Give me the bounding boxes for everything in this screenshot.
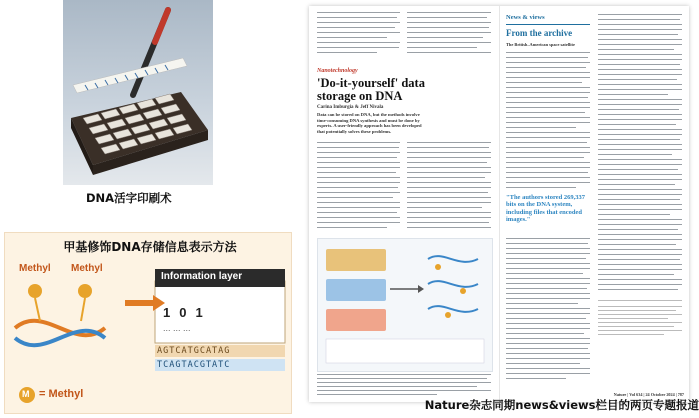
- bit-2: 1: [195, 305, 212, 320]
- methylation-diagram: [4, 232, 292, 414]
- references-block: [598, 300, 682, 359]
- legend-symbol: M: [22, 389, 30, 399]
- figure-illustration: [318, 239, 492, 371]
- news-views-tag: News & views: [506, 14, 545, 21]
- methyl-label-2: Methyl: [71, 263, 103, 274]
- legend-label: = Methyl: [39, 388, 84, 400]
- nature-spread: [309, 6, 689, 402]
- article-figure: [317, 238, 493, 372]
- spread-left-page: [309, 6, 499, 402]
- sequence-bottom: TCAGTACGTATC: [157, 360, 231, 370]
- methyl-label-1: Methyl: [19, 263, 51, 274]
- article-authors: Carina Imburgia & Jeff Nivala: [317, 105, 384, 110]
- news-rule: [506, 24, 590, 25]
- article-section: Nanotechnology: [317, 68, 358, 74]
- dna-movable-type-photo: [63, 0, 213, 185]
- information-layer-label: Information layer: [161, 271, 243, 282]
- methylation-illustration: [5, 233, 291, 413]
- bit-dots: ... ... ...: [163, 323, 191, 333]
- bit-1: 0: [179, 305, 196, 320]
- sequence-top: AGTCATGCATAG: [157, 346, 231, 356]
- article-headline: 'Do-it-yourself' data storage on DNA: [317, 76, 425, 103]
- archive-subheading: The British–American space satellite: [506, 42, 575, 47]
- bit-0: 1: [163, 305, 180, 320]
- bit-row: [163, 305, 283, 320]
- pull-quote: "The authors stored 269,337 bits on the DNA system, including files that encoded images.": [506, 194, 585, 224]
- article-standfirst: Data can be stored on DNA, but the methods involve time-consuming DNA synthesis and must be done by experts. A user-friendly approach has been developed that potentially solves these problems.: [317, 112, 422, 134]
- spread-right-page: [499, 6, 689, 402]
- archive-heading: From the archive: [506, 28, 573, 38]
- device-illustration: [63, 0, 213, 185]
- photo-caption: DNA活字印刷术: [86, 191, 172, 205]
- spread-caption: Nature杂志同期news&views栏目的两页专题报道: [424, 398, 699, 412]
- diagram-title: 甲基修饰DNA存储信息表示方法: [63, 240, 237, 254]
- page-footer: Nature | Vol 634 | 24 October 2024 | 787: [613, 392, 684, 397]
